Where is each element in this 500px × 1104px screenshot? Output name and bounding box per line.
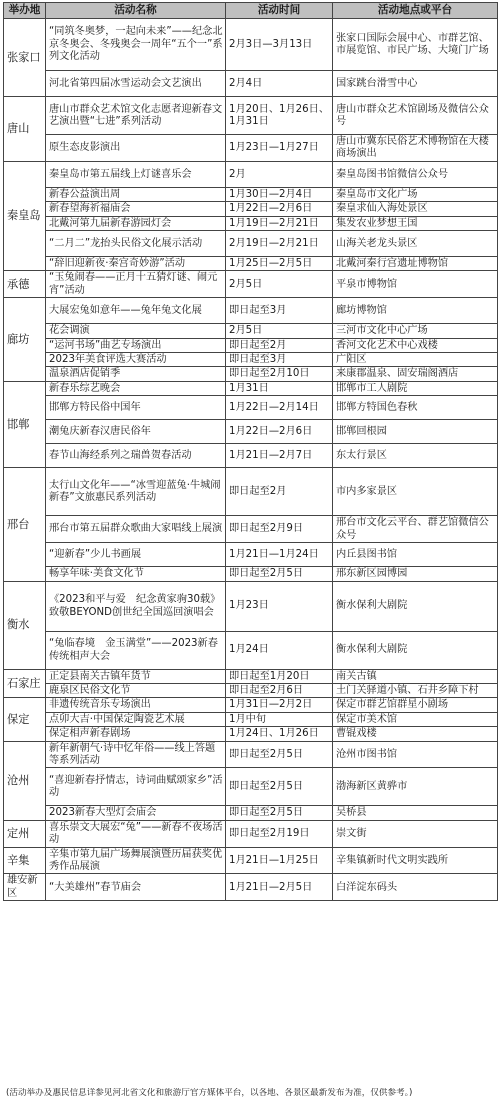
activity-venue-cell: 山海关老龙头景区 <box>333 231 498 257</box>
table-row <box>4 669 498 683</box>
activity-time-cell: 即日起至3月 <box>226 353 333 367</box>
activity-venue-cell: 秦皇求仙入海处景区 <box>333 202 498 216</box>
activity-time-cell: 1月24日 <box>226 631 333 669</box>
header-activity-name: 活动名称 <box>46 3 226 19</box>
activity-name-cell: 保定相声新春剧场 <box>46 727 226 741</box>
table-row <box>4 257 498 271</box>
activity-time-cell: 即日起至2月5日 <box>226 768 333 806</box>
activity-name-cell: 大展宏兔如意年——兔年兔文化展 <box>46 298 226 324</box>
activity-venue-cell: 邯郸市工人剧院 <box>333 381 498 395</box>
activity-name-cell: 温泉酒店促销季 <box>46 367 226 381</box>
activity-time-cell: 1月22日—2月14日 <box>226 396 333 420</box>
location-cell: 定州 <box>4 820 46 847</box>
activity-venue-cell: 唐山市群众艺术馆剧场及微信公众号 <box>333 97 498 135</box>
location-cell: 承德 <box>4 271 46 298</box>
location-cell: 沧州 <box>4 741 46 820</box>
activity-time-cell: 1月31日—2月2日 <box>226 698 333 712</box>
table-row <box>4 727 498 741</box>
table-row <box>4 768 498 806</box>
activity-name-cell: 畅享年味·美食文化节 <box>46 567 226 581</box>
activity-venue-cell: 邢东新区园博园 <box>333 567 498 581</box>
table-header-row <box>4 3 498 19</box>
location-cell: 邯郸 <box>4 381 46 467</box>
table-row <box>4 353 498 367</box>
location-cell: 石家庄 <box>4 669 46 698</box>
activity-venue-cell: 来康郡温泉、固安瑞阁酒店 <box>333 367 498 381</box>
activity-time-cell: 2月5日 <box>226 324 333 338</box>
activity-time-cell: 1月24日、1月26日 <box>226 727 333 741</box>
activity-venue-cell: 土门关驿道小镇、石井乡障下村 <box>333 683 498 697</box>
footnote: (活动举办及惠民信息详参见河北省文化和旅游厅官方媒体平台，以各地、各景区最新发布为准，仅供参考。) <box>6 1088 413 1098</box>
activity-venue-cell: 香河文化艺术中心戏楼 <box>333 338 498 352</box>
header-activity-time: 活动时间 <box>226 3 333 19</box>
activity-name-cell: 原生态皮影演出 <box>46 135 226 162</box>
activity-venue-cell: 保定市群艺馆群星小剧场 <box>333 698 498 712</box>
table-row <box>4 187 498 201</box>
table-row <box>4 420 498 444</box>
activity-venue-cell: 渤海新区黄骅市 <box>333 768 498 806</box>
table-row <box>4 712 498 726</box>
activity-venue-cell: 张家口国际会展中心、市群艺馆、市展览馆、市民广场、大境门广场 <box>333 19 498 71</box>
activity-name-cell: “二月二”龙抬头民俗文化展示活动 <box>46 231 226 257</box>
activity-name-cell: 2023年美食评选大赛活动 <box>46 353 226 367</box>
activity-time-cell: 即日起至3月 <box>226 298 333 324</box>
activity-venue-cell: 崇文街 <box>333 820 498 847</box>
activity-time-cell: 1月21日—2月5日 <box>226 874 333 901</box>
activity-time-cell: 1月中旬 <box>226 712 333 726</box>
table-row <box>4 231 498 257</box>
table-row <box>4 468 498 516</box>
location-cell: 邢台 <box>4 468 46 581</box>
location-cell: 秦皇岛 <box>4 161 46 271</box>
activity-venue-cell: 市内多家景区 <box>333 468 498 516</box>
activity-venue-cell: 辛集镇新时代文明实践所 <box>333 847 498 874</box>
table-row <box>4 19 498 71</box>
table-row <box>4 97 498 135</box>
activity-name-cell: 新春公益演出周 <box>46 187 226 201</box>
activity-time-cell: 即日起至2月5日 <box>226 806 333 820</box>
activity-venue-cell: 三河市文化中心广场 <box>333 324 498 338</box>
activity-name-cell: “运河书场”曲艺专场演出 <box>46 338 226 352</box>
activity-venue-cell: 国家跳台滑雪中心 <box>333 71 498 97</box>
location-cell: 张家口 <box>4 19 46 97</box>
table-row <box>4 683 498 697</box>
activity-name-cell: 非遗传统音乐专场演出 <box>46 698 226 712</box>
activity-time-cell: 即日起至2月9日 <box>226 516 333 543</box>
activity-time-cell: 即日起至2月 <box>226 468 333 516</box>
activity-time-cell: 1月31日 <box>226 381 333 395</box>
activity-venue-cell: 曹锟戏楼 <box>333 727 498 741</box>
activity-venue-cell: 邯郸方特国色春秋 <box>333 396 498 420</box>
activity-venue-cell: 白洋淀东码头 <box>333 874 498 901</box>
activity-name-cell: 秦皇岛市第五届线上灯谜喜乐会 <box>46 161 226 187</box>
activity-venue-cell: 平泉市博物馆 <box>333 271 498 298</box>
table-row <box>4 567 498 581</box>
activity-venue-cell: 衡水保利大剧院 <box>333 631 498 669</box>
table-row <box>4 581 498 631</box>
location-cell: 保定 <box>4 698 46 741</box>
location-cell: 辛集 <box>4 847 46 874</box>
activity-venue-cell: 南关古镇 <box>333 669 498 683</box>
activity-time-cell: 1月23日 <box>226 581 333 631</box>
activity-name-cell: 《2023和平与爱 纪念黄家驹30载》致敬BEYOND创世纪全国巡回演唱会 <box>46 581 226 631</box>
activity-venue-cell: 沧州市图书馆 <box>333 741 498 768</box>
activity-name-cell: 太行山文化年——“冰雪迎蓝兔·牛城闹新春”文旅惠民系列活动 <box>46 468 226 516</box>
activity-venue-cell: 唐山市冀东民俗艺术博物馆在大楼商场演出 <box>333 135 498 162</box>
activity-venue-cell: 秦皇岛图书馆微信公众号 <box>333 161 498 187</box>
activity-time-cell: 即日起至2月5日 <box>226 567 333 581</box>
table-row <box>4 543 498 567</box>
location-cell: 衡水 <box>4 581 46 669</box>
activity-name-cell: “大美雄州”春节庙会 <box>46 874 226 901</box>
table-row <box>4 847 498 874</box>
activity-time-cell: 1月22日—2月6日 <box>226 420 333 444</box>
activity-venue-cell: 内丘县图书馆 <box>333 543 498 567</box>
activity-name-cell: “玉兔闹春——正月十五猜灯谜、闹元宵”活动 <box>46 271 226 298</box>
activity-venue-cell: 北戴河秦行宫遗址博物馆 <box>333 257 498 271</box>
table-row <box>4 338 498 352</box>
activity-name-cell: 邢台市第五届群众歌曲大家唱线上展演 <box>46 516 226 543</box>
activity-time-cell: 即日起至2月6日 <box>226 683 333 697</box>
activity-time-cell: 2月19日—2月21日 <box>226 231 333 257</box>
activity-time-cell: 2月4日 <box>226 71 333 97</box>
activity-venue-cell: 保定市美术馆 <box>333 712 498 726</box>
activity-time-cell: 1月21日—2月7日 <box>226 444 333 468</box>
activity-time-cell: 1月21日—1月25日 <box>226 847 333 874</box>
activity-name-cell: “辞旧迎新夜·秦宫奇妙游”活动 <box>46 257 226 271</box>
activity-name-cell: “迎新春”少儿书画展 <box>46 543 226 567</box>
activity-name-cell: 正定县南关古镇年货节 <box>46 669 226 683</box>
activity-time-cell: 1月22日—2月6日 <box>226 202 333 216</box>
table-row <box>4 396 498 420</box>
header-activity-venue: 活动地点或平台 <box>333 3 498 19</box>
table-row <box>4 71 498 97</box>
activity-time-cell: 1月25日—2月5日 <box>226 257 333 271</box>
activity-schedule-table <box>3 2 498 901</box>
activity-name-cell: 2023新春大型灯会庙会 <box>46 806 226 820</box>
table-row <box>4 741 498 768</box>
activity-name-cell: 新春乐综艺晚会 <box>46 381 226 395</box>
activity-venue-cell: 秦皇岛市文化广场 <box>333 187 498 201</box>
activity-name-cell: 花会调演 <box>46 324 226 338</box>
activity-time-cell: 即日起至1月20日 <box>226 669 333 683</box>
table-row <box>4 381 498 395</box>
table-row <box>4 367 498 381</box>
location-cell: 廊坊 <box>4 298 46 382</box>
table-row <box>4 444 498 468</box>
activity-name-cell: 河北省第四届冰雪运动会文艺演出 <box>46 71 226 97</box>
activity-name-cell: 春节山海经系列之瑞兽贺春活动 <box>46 444 226 468</box>
activity-venue-cell: 廊坊博物馆 <box>333 298 498 324</box>
activity-name-cell: “兔临春境 金玉满堂”——2023新春传统相声大会 <box>46 631 226 669</box>
activity-venue-cell: 邯郸回根园 <box>333 420 498 444</box>
table-body <box>4 19 498 901</box>
table-row <box>4 698 498 712</box>
activity-time-cell: 即日起至2月 <box>226 338 333 352</box>
activity-time-cell: 即日起至2月10日 <box>226 367 333 381</box>
activity-venue-cell: 衡水保利大剧院 <box>333 581 498 631</box>
activity-time-cell: 2月 <box>226 161 333 187</box>
activity-name-cell: 北戴河第九届新春游园灯会 <box>46 216 226 230</box>
activity-name-cell: 新年新朝气·诗中忆年俗——线上答题等系列活动 <box>46 741 226 768</box>
activity-venue-cell: 吴桥县 <box>333 806 498 820</box>
header-location: 举办地 <box>4 3 46 19</box>
table-row <box>4 874 498 901</box>
table-row <box>4 271 498 298</box>
activity-venue-cell: 广阳区 <box>333 353 498 367</box>
activity-time-cell: 1月19日—2月21日 <box>226 216 333 230</box>
activity-time-cell: 1月30日—2月4日 <box>226 187 333 201</box>
activity-venue-cell: 集发农业梦想王国 <box>333 216 498 230</box>
activity-name-cell: 唐山市群众艺术馆文化志愿者迎新春文艺演出暨“七进”系列活动 <box>46 97 226 135</box>
table-row <box>4 324 498 338</box>
table-row <box>4 202 498 216</box>
table-row <box>4 806 498 820</box>
activity-time-cell: 2月5日 <box>226 271 333 298</box>
activity-time-cell: 1月20日、1月26日、1月31日 <box>226 97 333 135</box>
activity-name-cell: 潮兔庆新春汉唐民俗年 <box>46 420 226 444</box>
activity-time-cell: 2月3日—3月13日 <box>226 19 333 71</box>
activity-time-cell: 即日起至2月19日 <box>226 820 333 847</box>
location-cell: 唐山 <box>4 97 46 162</box>
activity-time-cell: 1月23日—1月27日 <box>226 135 333 162</box>
activity-name-cell: 点卯大吉·中国保定陶瓷艺术展 <box>46 712 226 726</box>
activity-venue-cell: 东太行景区 <box>333 444 498 468</box>
location-cell: 雄安新区 <box>4 874 46 901</box>
activity-time-cell: 1月21日—1月24日 <box>226 543 333 567</box>
activity-name-cell: 喜乐崇文大展宏“兔”——新春不夜场活动 <box>46 820 226 847</box>
table-row <box>4 516 498 543</box>
table-row <box>4 820 498 847</box>
table-row <box>4 161 498 187</box>
activity-time-cell: 即日起至2月5日 <box>226 741 333 768</box>
activity-name-cell: 鹿泉区民俗文化节 <box>46 683 226 697</box>
activity-name-cell: “喜迎新春抒情志，诗词曲赋颂家乡”活动 <box>46 768 226 806</box>
table-row <box>4 631 498 669</box>
table-row <box>4 298 498 324</box>
activity-name-cell: 邯郸方特民俗中国年 <box>46 396 226 420</box>
activity-name-cell: “同筑冬奥梦，一起向未来”——纪念北京冬奥会、冬残奥会一周年“五个一”系列文化活动 <box>46 19 226 71</box>
table-row <box>4 216 498 230</box>
table-row <box>4 135 498 162</box>
activity-venue-cell: 邢台市文化云平台、群艺馆微信公众号 <box>333 516 498 543</box>
activity-name-cell: 辛集市第九届广场舞展演暨历届获奖优秀作品展演 <box>46 847 226 874</box>
activity-name-cell: 新春望海祈福庙会 <box>46 202 226 216</box>
